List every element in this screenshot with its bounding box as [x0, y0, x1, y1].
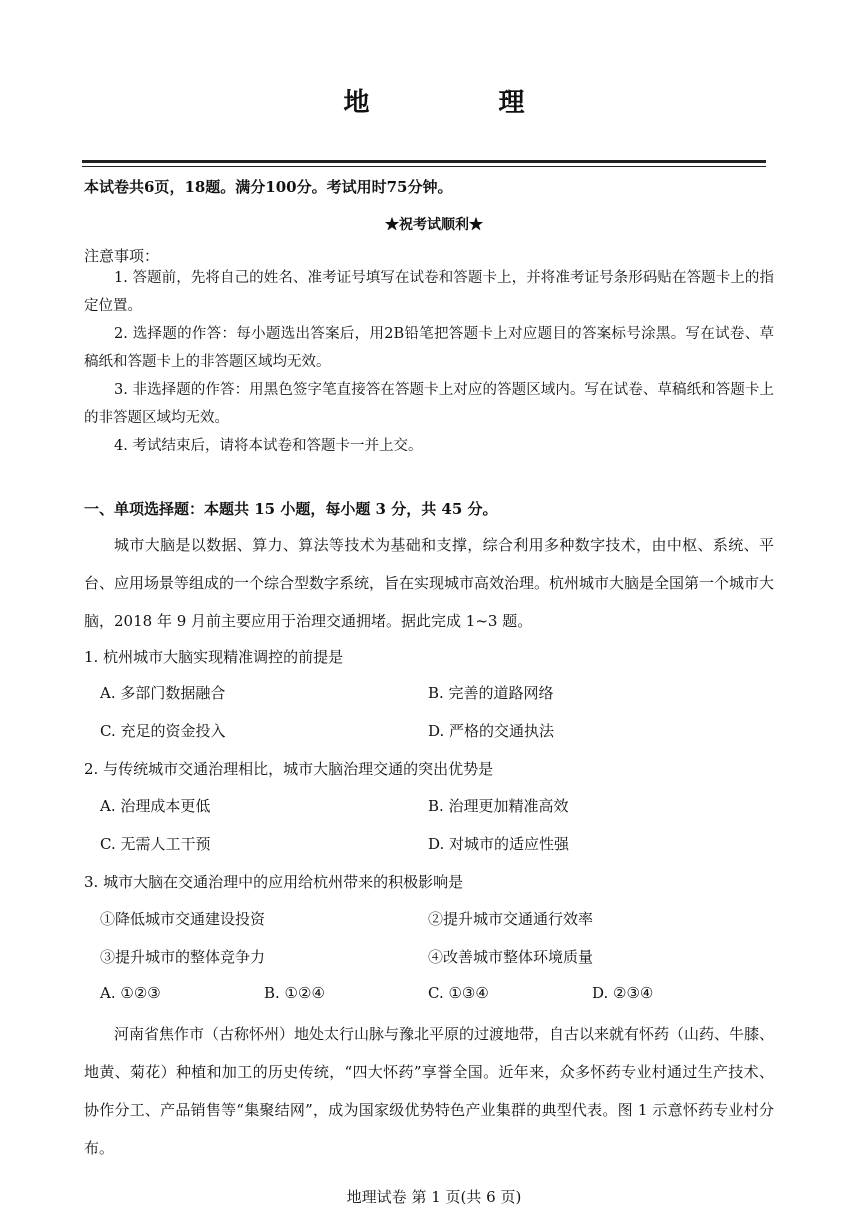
- question-3-stem: 3. 城市大脑在交通治理中的应用给杭州带来的积极影响是: [84, 873, 464, 891]
- q2-option-d: D. 对城市的适应性强: [428, 835, 570, 853]
- page-title: 地 理: [343, 88, 585, 118]
- q1-option-c: C. 充足的资金投入: [100, 722, 226, 740]
- notice-item-1: 1. 答题前，先将自己的姓名、准考证号填写在试卷和答题卡上，并将准考证号条形码贴在答题卡上的指定位置。: [84, 270, 774, 314]
- q3-option-d: D. ②③④: [592, 984, 654, 1002]
- q3-statement-2: ②提升城市交通通行效率: [428, 910, 594, 928]
- q2-option-a: A. 治理成本更低: [100, 797, 211, 815]
- q1-option-d: D. 严格的交通执法: [428, 722, 555, 740]
- notice-item-2: 2. 选择题的作答：每小题选出答案后，用2B铅笔把答题卡上对应题目的答案标号涂黑。写在试卷、草稿纸和答题卡上的非答题区域均无效。: [84, 326, 774, 370]
- q3-statement-1: ①降低城市交通建设投资: [100, 910, 266, 928]
- q3-statement-3: ③提升城市的整体竞争力: [100, 948, 266, 966]
- q3-option-b: B. ①②④: [264, 984, 325, 1002]
- section-heading: 一、单项选择题：本题共 15 小题，每小题 3 分，共 45 分。: [84, 500, 498, 518]
- question-2-stem: 2. 与传统城市交通治理相比，城市大脑治理交通的突出优势是: [84, 760, 494, 778]
- question-1-stem: 1. 杭州城市大脑实现精准调控的前提是: [84, 648, 344, 666]
- q3-statement-4: ④改善城市整体环境质量: [428, 948, 594, 966]
- header-rule-thick: [82, 160, 766, 163]
- header-rule-thin: [82, 166, 766, 167]
- q2-option-b: B. 治理更加精准高效: [428, 797, 569, 815]
- q1-option-a: A. 多部门数据融合: [100, 684, 226, 702]
- page-footer: 地理试卷 第 1 页(共 6 页): [346, 1188, 522, 1206]
- notice-item-3: 3. 非选择题的作答：用黑色签字笔直接答在答题卡上对应的答题区域内。写在试卷、草稿纸和答题卡上的非答题区域均无效。: [84, 382, 774, 426]
- good-luck-line: ★祝考试顺利★: [385, 217, 483, 233]
- notice-heading: 注意事项：: [84, 247, 160, 265]
- q3-option-a: A. ①②③: [100, 984, 161, 1002]
- passage-huai-medicine: 河南省焦作市（古称怀州）地处太行山脉与豫北平原的过渡地带，自古以来就有怀药（山药、牛膝、地黄、菊花）种植和加工的历史传统，“四大怀药”享誉全国。近年来，众多怀药专业村通过生产技术、协作分工、产品销售等“集聚结网”，成为国家级优势特色产业集群的典型代表。图 1 示意怀药专业村分布。: [84, 1025, 775, 1157]
- exam-info: 本试卷共6页，18题。满分100分。考试用时75分钟。: [84, 178, 453, 196]
- q2-option-c: C. 无需人工干预: [100, 835, 211, 853]
- passage-city-brain: 城市大脑是以数据、算力、算法等技术为基础和支撑，综合利用多种数字技术，由中枢、系统、平台、应用场景等组成的一个综合型数字系统，旨在实现城市高效治理。杭州城市大脑是全国第一个城市大脑，2018 年 9 月前主要应用于治理交通拥堵。据此完成 1~3 题。: [84, 536, 775, 630]
- q1-option-b: B. 完善的道路网络: [428, 684, 554, 702]
- q3-option-c: C. ①③④: [428, 984, 489, 1002]
- notice-item-4: 4. 考试结束后，请将本试卷和答题卡一并上交。: [114, 438, 423, 454]
